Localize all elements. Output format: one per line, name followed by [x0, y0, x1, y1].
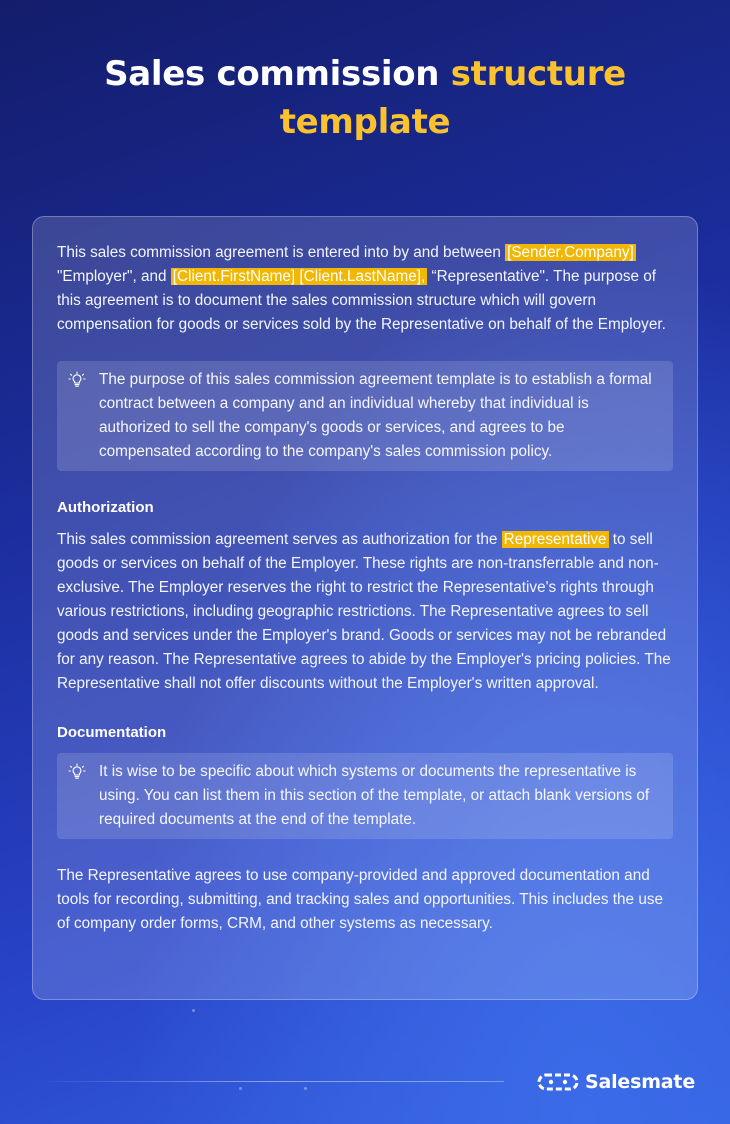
footer-divider	[34, 1081, 504, 1082]
client-name-placeholder[interactable]: [Client.FirstName] [Client.LastName],	[172, 268, 426, 285]
representative-placeholder[interactable]: Representative	[503, 531, 607, 548]
decorative-dot	[192, 1009, 195, 1012]
salesmate-logo	[537, 1068, 695, 1096]
authorization-text-1: This sales commission agreement serves as authorization for the	[57, 531, 502, 548]
title-part-accent-2: template	[279, 102, 451, 142]
purpose-tip-text: The purpose of this sales commission agreement template is to establish a formal contract between a company and an individual whereby that individual is authorized to sell the company's goods or services, and agrees to be compensated according to the company's sales commission policy.	[99, 371, 652, 460]
documentation-tip-text: It is wise to be specific about which systems or documents the representative is using. You can list them in this section of the template, or attach blank versions of required documents at the end of the template.	[99, 763, 650, 828]
authorization-paragraph	[57, 528, 673, 696]
decorative-dot	[304, 1087, 307, 1090]
documentation-heading: Documentation	[57, 724, 167, 741]
intro-text-1: This sales commission agreement is entered into by and between	[57, 244, 506, 261]
title-part-accent: structure	[450, 54, 626, 94]
purpose-tip-box	[57, 361, 673, 471]
brand-name: Salesmate	[585, 1071, 696, 1093]
lightbulb-icon	[68, 371, 86, 389]
intro-paragraph	[57, 241, 673, 337]
authorization-heading: Authorization	[57, 499, 154, 516]
lightbulb-icon	[68, 763, 86, 781]
documentation-tip-box	[57, 753, 673, 839]
intro-text-2: "Employer", and	[57, 268, 171, 285]
salesmate-logo-icon	[537, 1071, 579, 1093]
template-card	[32, 216, 698, 1000]
decorative-dot	[239, 1087, 242, 1090]
authorization-text-2: to sell goods or services on behalf of the Employer. These rights are non-transferrable and non-exclusive. The Employer reserves the right to restrict the Representative's rights through various restrictions, including geographic restrictions. The Representative agrees to sell goods and services under the Employer's brand. Goods or services may not be rebranded for any reason. The Representative agrees to abide by the Employer's pricing policies. The Representative shall not offer discounts without the Employer's written approval.	[57, 531, 671, 692]
sender-company-placeholder[interactable]: [Sender.Company]	[507, 244, 634, 261]
page-title	[0, 50, 730, 146]
intro-text-3: “Representative". The purpose of this agreement is to document the sales commission structure which will govern compensation for goods or services sold by the Representative on behalf of the Employer.	[57, 268, 666, 333]
title-part-white: Sales commission	[104, 54, 451, 94]
documentation-paragraph: The Representative agrees to use company-provided and approved documentation and tools for recording, submitting, and tracking sales and opportunities. This includes the use of company order forms, CRM, and other systems as necessary.	[57, 867, 663, 932]
